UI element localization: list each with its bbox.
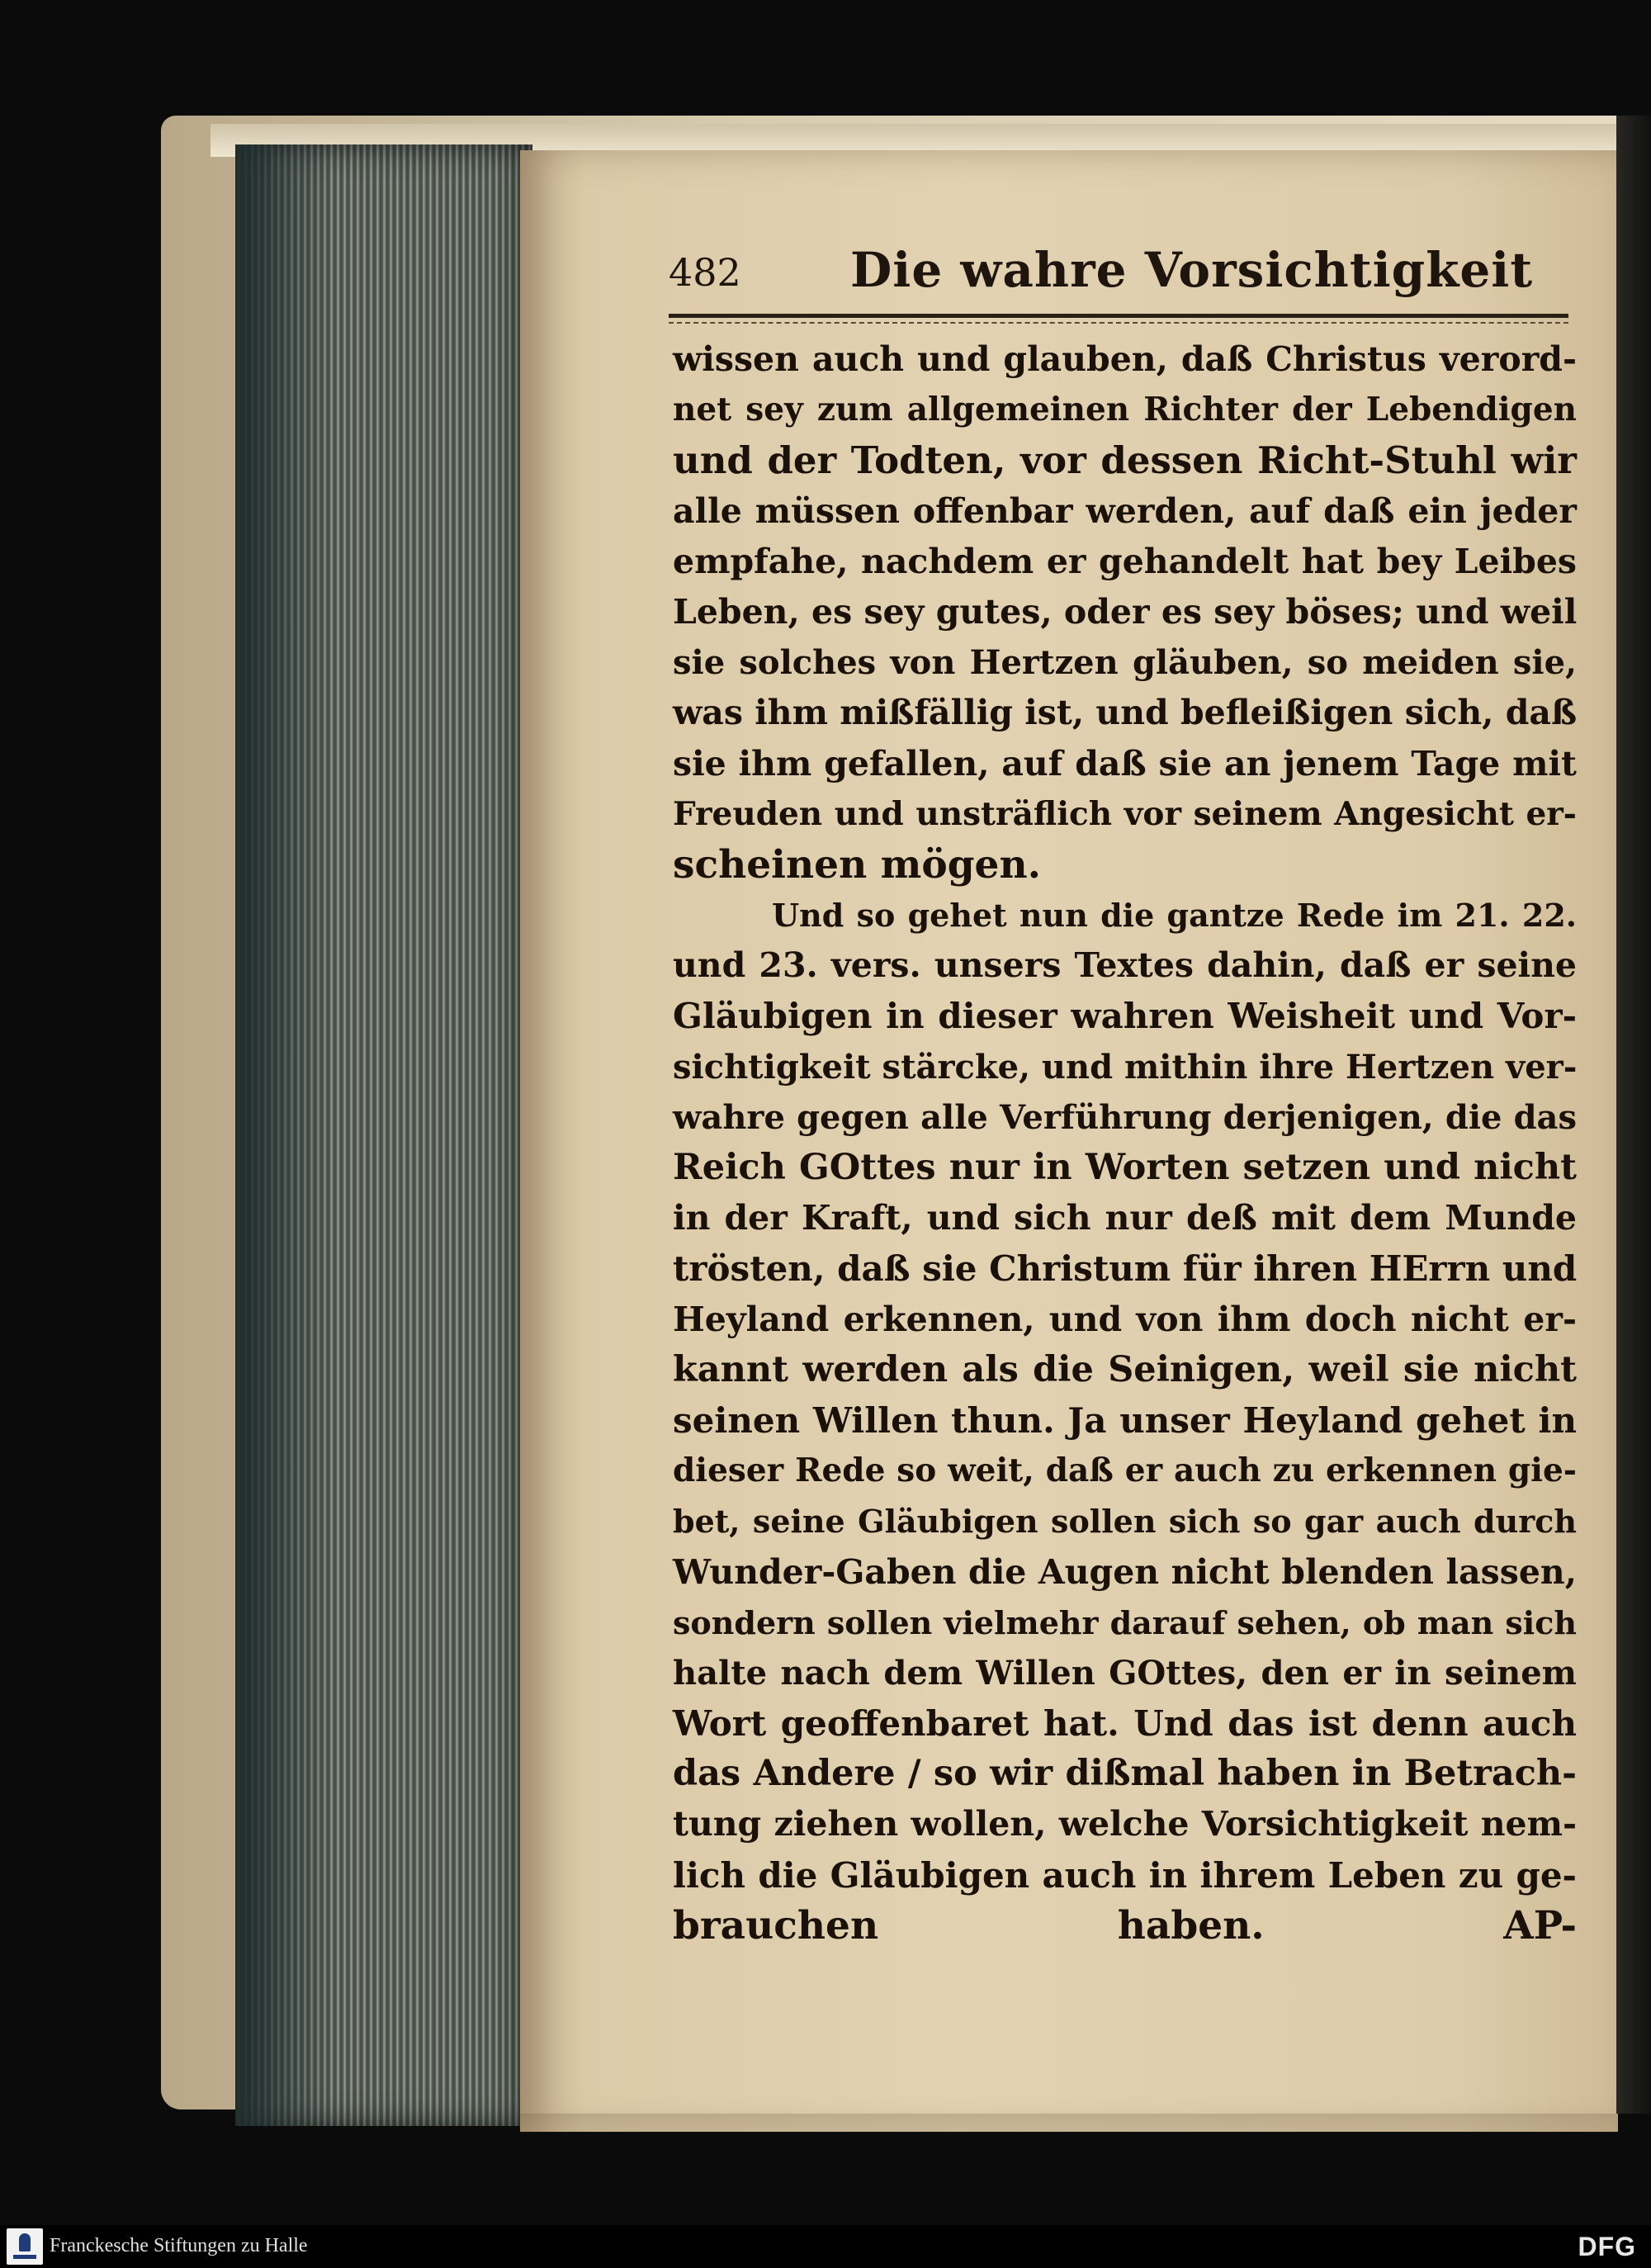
text-line: in der Kraft, und sich nur deß mit dem Munde	[673, 1198, 1577, 1238]
text-line: Freuden und unsträflich vor seinem Angesicht er-	[673, 794, 1577, 833]
text-line: das Andere / so wir dißmal haben in Betrach-	[673, 1753, 1577, 1795]
text-line: seinen Willen thun. Ja unser Heyland gehet in	[673, 1399, 1577, 1441]
text-line: Wort geoffenbaret hat. Und das ist denn auch	[673, 1703, 1577, 1745]
dfg-logo: DFG	[1578, 2232, 1636, 2261]
text-line: sie solches von Hertzen gläuben, so meiden sie,	[673, 643, 1577, 683]
text-line: scheinen mögen.	[673, 841, 1041, 888]
text-line: Gläubigen in dieser wahren Weisheit und Vor-	[673, 996, 1577, 1037]
text-line: dieser Rede so weit, daß er auch zu erkennen gie-	[673, 1451, 1577, 1490]
text-line: Reich GOttes nur in Worten setzen und nicht	[673, 1147, 1577, 1188]
text-line: halte nach dem Willen GOttes, den er in seinem	[673, 1653, 1577, 1693]
right-edge-shadow	[1616, 116, 1651, 2114]
text-line: wissen auch und glauben, daß Christus verord-	[673, 339, 1577, 379]
text-line: Wunder-Gaben die Augen nicht blenden lassen,	[673, 1551, 1577, 1592]
body-text	[673, 334, 1577, 1951]
header-rule-dashed	[669, 322, 1568, 324]
text-line: trösten, daß sie Christum für ihren HErrn und	[673, 1248, 1578, 1290]
text-line: was ihm mißfällig ist, und befleißigen sich, daß	[673, 693, 1578, 733]
text-line: sondern sollen vielmehr darauf sehen, ob man sich	[673, 1603, 1577, 1641]
footer-bar	[0, 2225, 1651, 2268]
text-line: und der Todten, vor dessen Richt-Stuhl wir	[673, 438, 1577, 483]
text-line: Heyland erkennen, und von ihm doch nicht er-	[673, 1299, 1577, 1339]
text-line: empfahe, nachdem er gehandelt hat bey Leibes	[673, 541, 1577, 581]
franckesche-stiftungen-logo-icon	[7, 2228, 43, 2265]
text-line: kannt werden als die Seinigen, weil sie nicht	[673, 1348, 1577, 1390]
text-line: und 23. vers. unsers Textes dahin, daß er seine	[673, 945, 1577, 986]
text-line: wahre gegen alle Verführung derjenigen, die das	[673, 1097, 1577, 1137]
running-title: Die wahre Vorsichtigkeit	[850, 242, 1534, 298]
text-line: lich die Gläubigen auch in ihrem Leben zu ge-	[673, 1854, 1577, 1896]
running-head	[669, 244, 1577, 310]
text-line: net sey zum allgemeinen Richter der Lebendigen	[673, 391, 1577, 429]
page-bottom-shadow	[520, 2114, 1618, 2134]
text-line: sie ihm gefallen, auf daß sie an jenem Tage mit	[673, 743, 1577, 784]
text-line: Leben, es sey gutes, oder es sey böses; und weil	[673, 591, 1578, 632]
text-line: bet, seine Gläubigen sollen sich so gar auch durch	[673, 1503, 1577, 1541]
header-rule	[669, 314, 1568, 318]
text-line: sichtigkeit stärcke, und mithin ihre Hertzen ver-	[673, 1047, 1578, 1087]
text-line: alle müssen offenbar werden, auf daß ein jeder	[673, 490, 1577, 531]
footer-institution: Franckesche Stiftungen zu Halle	[50, 2235, 308, 2256]
text-line: tung ziehen wollen, welche Vorsichtigkeit nem-	[673, 1804, 1577, 1844]
page-edges-shadow	[235, 144, 334, 2126]
text-line: Und so gehet nun die gantze Rede im 21. 22.	[772, 897, 1577, 935]
page-number: 482	[669, 250, 741, 295]
text-line: brauchen haben. AP-	[673, 1902, 1577, 1948]
